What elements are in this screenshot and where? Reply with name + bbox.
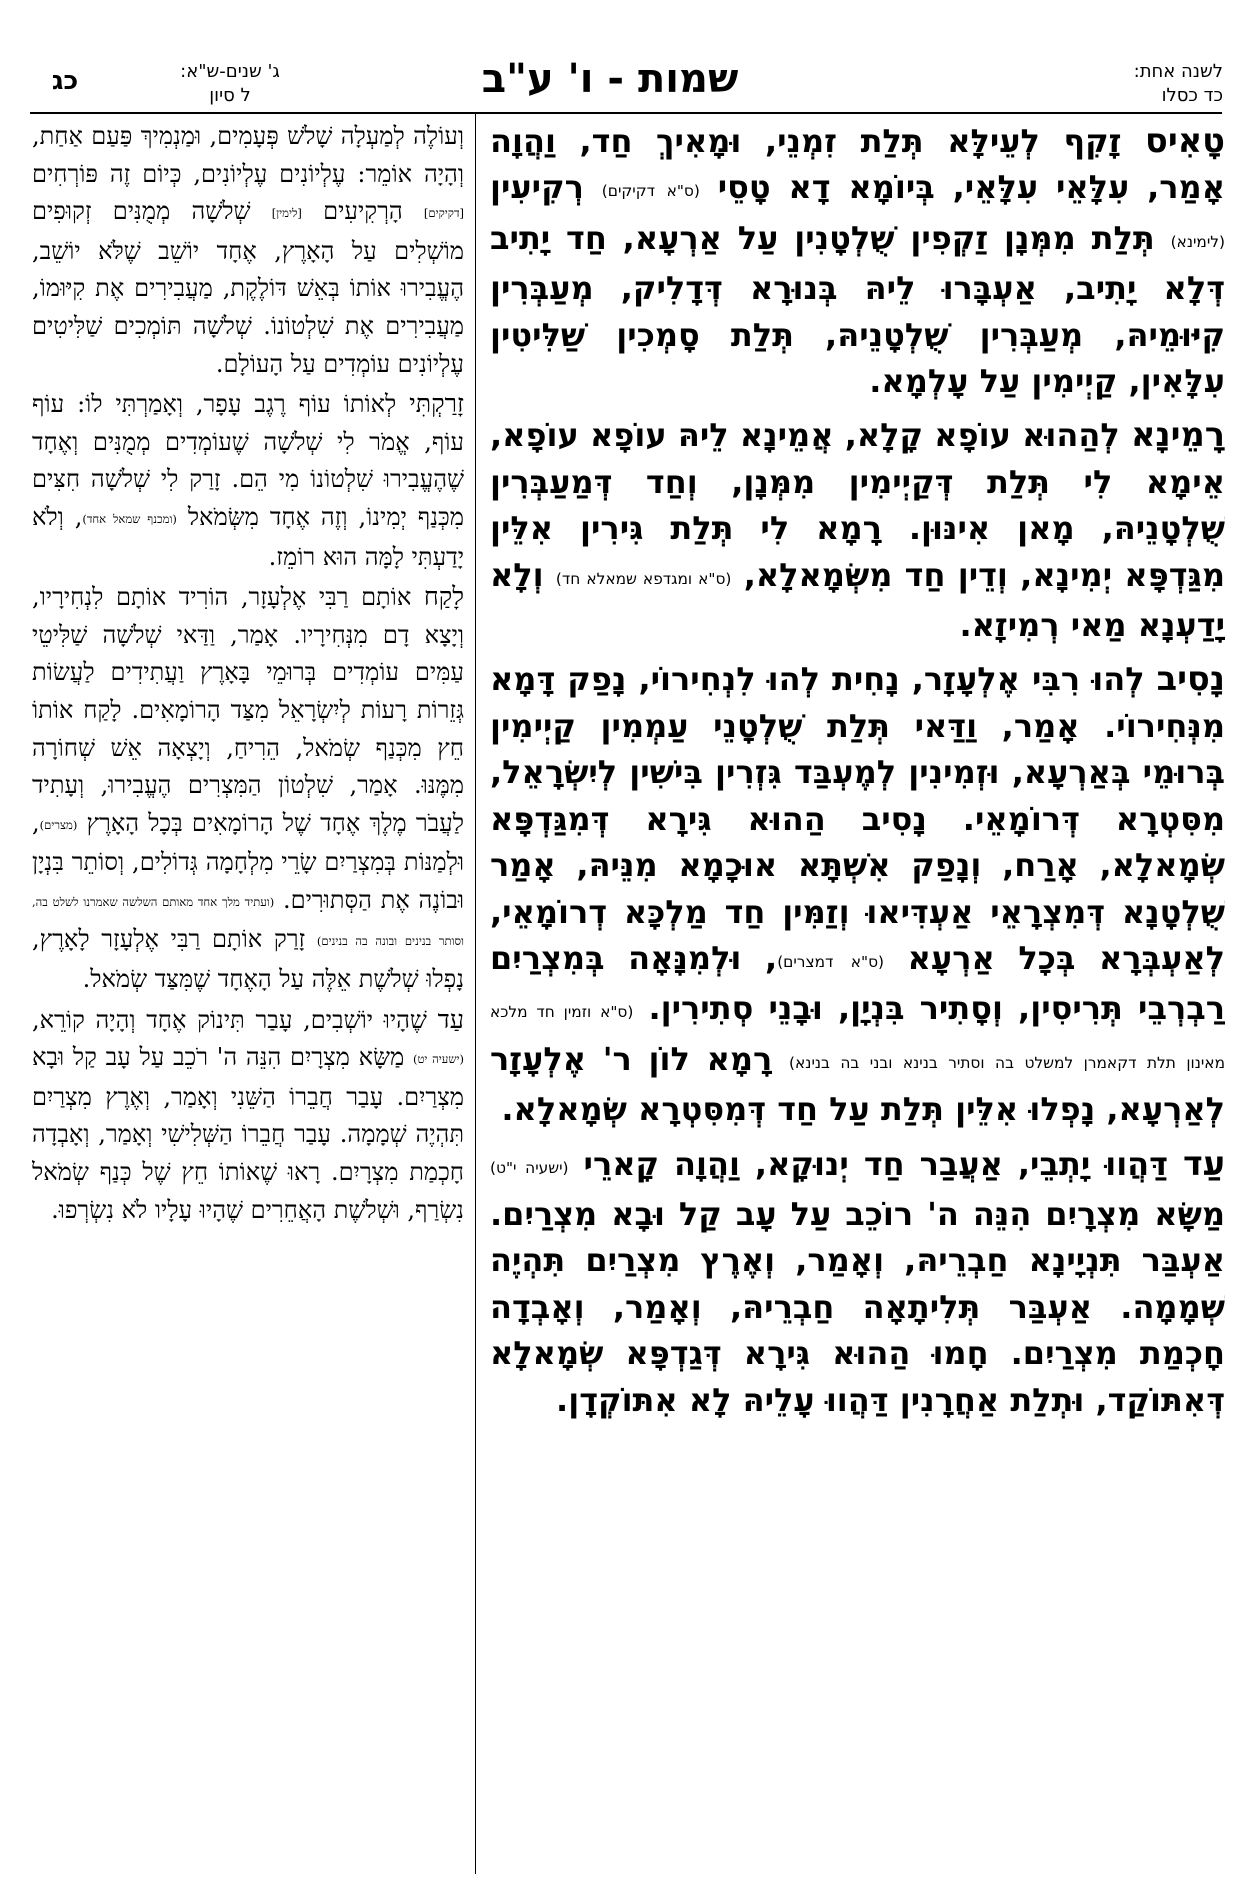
hebrew-paragraph (32, 1001, 464, 1230)
text-segment: , וּלְמַנּוֹת בְּמִצְרַיִם שָׂרֵי מִלְחָמָה גְּדוֹלִים, וְסוֹתֵר בִּנְיָן וּבוֹנֶה אֶת הַסְּתוּרִים. (32, 808, 464, 914)
text-segment: לְהוּ רִבִּי אֶלְעָזָר, נָחִית לְהוּ לִנְחִירוֹי, נָפַק דָּמָא מִנְּחִירוֹי. אָמַר, וַדַּאי תְּלַת שֻׁלְטָנֵי עַמְמִין קַיְימִין בְּרוּמֵי בְּאַרְעָא, וּזְמִינִין לְמֶעְבַּד גִּזְרִין בִּישִׁין לְיִשְׂרָאֵל, מִסִּטְרָא דְּרוֹמָאֵי. נָסִיב הַהוּא גִּירָא דְּמִגַּדְפָּא שְׂמָאלָא, אָרַח, וְנָפַק אִשְׁתָּא אוּכָמָא מִנֵּיהּ, אָמַר שֻׁלְטָנָא דְּמִצְרָאֵי אַעְדִּיאוּ וְזַמִּין חַד מַלְכָּא דְרוֹמָאֵי, לְאַעְבְּרָא בְּכָל אַרְעָא (490, 660, 1225, 977)
hebrew-paragraph (32, 118, 464, 383)
aramaic-paragraph (490, 1141, 1225, 1423)
three-year-schedule-label: ג' שנים-ש"א: (180, 61, 280, 82)
one-year-schedule (1003, 60, 1223, 110)
aramaic-paragraph (490, 412, 1225, 648)
paragraph-opening-word: זָרַקְתִּי (409, 389, 464, 419)
variant-reading-note: (לימינא) (1170, 232, 1225, 251)
aramaic-paragraph (490, 656, 1225, 1132)
text-segment: אוֹתָם רַבִּי אֶלְעָזָר, הוֹרִיד אוֹתָם לִנְחִירָיו, וְיָצָא דָם מִנְּחִירָיו. אָמַר, וַדַּאי שְׁלֹשָׁה שַׁלִּיטֵי עַמִּים עוֹמְדִים בְּרוּמֵי בָּאָרֶץ וַעֲתִידִים לַעֲשׂוֹת גְּזֵרוֹת רָעוֹת לְיִשְׂרָאֵל מִצַּד הָרוֹמָאִים. לָקַח אוֹתוֹ חֵץ מִכְּנַף שְׂמֹאל, הֵרִיחַ, וְיָצְאָה אֵשׁ שְׁחוֹרָה מִמֶּנּוּ. אָמַר, שִׁלְטוֹן הַמִּצְרִים הֶעֱבִירוּ, וְעָתִיד לַעֲבֹר מֶלֶךְ אֶחָד שֶׁל הָרוֹמָאִים בְּכָל הָאָרֶץ (32, 583, 464, 837)
column-divider (475, 114, 476, 1874)
text-segment: לְאוֹתוֹ עוֹף רֶגֶב עָפָר, וְאָמַרְתִּי לוֹ: עוֹף עוֹף, אֱמֹר לִי שְׁלֹשָׁה שֶׁעוֹמְדִים מְמֻנִּים וְאֶחָד שֶׁהֶעֱבִירוּ שִׁלְטוֹנוֹ מִי הֵם. זָרַק לִי שְׁלֹשָׁה חִצִּים מִכְּנַף יְמִינוֹ, וְזֶה אֶחָד מִשְּׂמֹאל (32, 390, 464, 531)
paragraph-opening-word: עַד (437, 1004, 464, 1034)
aramaic-text-column (490, 118, 1225, 1868)
hebrew-paragraph (32, 578, 464, 999)
paragraph-opening-word: רָמֵינָא (1130, 415, 1225, 455)
text-segment: מַשָּׂא מִצְרָיִם הִנֵּה ה' רֹכֵב עַל עָב קַל וּבָא מִצְרַיִם. עָבַר חֲבֵרוֹ הַשֵּׁנִי וְאָמַר, וְאֶרֶץ מִצְרַיִם תִּהְיֶה שְׁמָמָה. עָבַר חֲבֵרוֹ הַשְּׁלִישִׁי וְאָמַר, וְאָבְדָה חָכְמַת מִצְרָיִם. רָאוּ שֶׁאוֹתוֹ חֵץ שֶׁל כְּנַף שְׂמֹאל נִשְׂרַף, וּשְׁלֹשֶׁת הָאֲחֵרִים שֶׁהָיוּ עָלָיו לֹא נִשְׂרְפוּ. (32, 1043, 464, 1224)
hebrew-paragraph (32, 385, 464, 576)
variant-reading-note: (ס"א ומגדפא שמאלא חד) (555, 569, 732, 588)
variant-reading-note: (ישעיה יט) (412, 1052, 464, 1067)
hebrew-translation-column (32, 118, 464, 1868)
variant-reading-note: (ס"א דקיקים) (601, 182, 700, 201)
text-segment: מַשָּׂא מִצְרָיִם הִנֵּה ה' רוֹכֵב עַל עָב קַל וּבָא מִצְרַיִם. אַעְבַּר תִּנְיָינָא חַבְרֵיהּ, וְאָמַר, וְאֶרֶץ מִצְרַיִם תִּהְיֶה שְׁמָמָה. אַעְבַּר תְּלִיתָאָה חַבְרֵיהּ, וְאָמַר, וְאָבְדָה חָכְמַת מִצְרַיִם. חָמוּ הַהוּא גִּירָא דְּגַדְפָּא שְׂמָאלָא דְּאִתּוֹקַד, וּתְלַת אַחֲרָנִין דַּהֲווּ עָלֵיהּ לָא אִתּוֹקְדָן. (490, 1194, 1225, 1419)
text-segment: רָמָא לוֹן ר' אֶלְעָזָר לְאַרְעָא, נָפְלוּ אִלֵּין תְּלַת עַל חַד דְּמִסִּטְרָא שְׂמָאלָא. (490, 1039, 1225, 1129)
text-segment: זָרַק אוֹתָם רַבִּי אֶלְעָזָר לָאָרֶץ, נָפְלוּ שְׁלֹשֶׁת אֵלֶּה עַל הָאֶחָד שֶׁמִּצַּד שְׂמֹאל. (32, 925, 464, 994)
text-segment: , וּלְמִנָּאָה בְּמִצְרַיִם רַבְרְבֵי תְּרִיסִין, וְסָתִיר בִּנְיָן, וּבָנֵי סְתִירִין. (490, 938, 1225, 1028)
variant-reading-note: (ס"א דמצרים) (777, 952, 885, 971)
variant-reading-note: [לימין] (271, 206, 302, 221)
paragraph-opening-word: עַד (1182, 1143, 1225, 1183)
one-year-schedule-label: לשנה אחת: (1133, 61, 1223, 82)
aramaic-paragraph (490, 118, 1225, 404)
paragraph-opening-word: טָאִיס (1145, 121, 1225, 160)
text-segment: לְהַהוּא עוֹפָא קָלָא, אֲמֵינָא לֵיהּ עוֹפָא עוֹפָא, אֵימָא לִי תְּלַת דְּקַיְימִין מִמְּנָן, וְחַד דְּמַעַבְּרִין שֻׁלְטָנֵיהּ, מָאן אִינּוּן. רָמָא לִי תְּלַת גִּירִין אִלֵּין מִגַּדְפָּא יְמִינָא, וְדֵין חַד מִשְּׂמָאלָא, (490, 416, 1225, 594)
variant-reading-note: (ישעיה י"ט) (490, 1158, 569, 1177)
variant-reading-note: (מצרים) (39, 817, 78, 832)
three-year-date: ל סיון (209, 85, 251, 106)
page-title: שמות - ו' ע"ב (481, 56, 739, 102)
text-segment: וְעוֹלֶה לְמַעְלָה שָׁלֹשׁ פְּעָמִים, וּמַנְמִיךְ פַּעַם אַחַת, וְהָיָה אוֹמֵר: עֶלְיוֹנִים עֶלְיוֹנִים, כְּיוֹם זֶה פּוֹרְחִים (32, 122, 464, 188)
text-segment: שְׁלֹשָׁה מְמֻנִּים זְקוּפִים מוֹשְׁלִים עַל הָאָרֶץ, אֶחָד יוֹשֵׁב שֶׁלֹּא יוֹשֵׁב, הֶעֱבִירוּ אוֹתוֹ בְּאֵשׁ דּוֹלֶקֶת, מַעֲבִירִים אֶת קִיּוּמוֹ, מַעֲבִירִים אֶת שִׁלְטוֹנוֹ. שְׁלֹשָׁה תּוֹמְכִים שַׁלִּיטִים עֶלְיוֹנִים עוֹמְדִים עַל הָעוֹלָם. (32, 197, 464, 378)
text-segment: זָקִף לְעֵילָּא תְּלַת זִמְנֵי, וּמָאִיךְ חַד, וַהֲוָה אָמַר, עִלָּאֵי עִלָּאֵי, בְּיוֹמָא דָא טָסֵי (490, 122, 1225, 207)
variant-reading-note: (ומכנף שמאל אחד) (82, 511, 177, 526)
three-year-schedule (135, 60, 325, 110)
text-segment: , וְלֹא יָדַעְתִּי לָמָּה הוּא רוֹמֵז. (32, 502, 464, 571)
variant-reading-note: (ס"א וזמין חד מלכא מאינון תלת דקאמרן למשלט בה וסתיר בנינא ובני בה בנינא) (490, 1003, 1225, 1072)
text-segment: תְּלַת מִמְּנָן זַקְפִין שֻׁלְטָנִין עַל אַרְעָא, חַד יָתִיב דְּלָא יָתִיב, אַעְבָּרוּ לֵיהּ בְּנוּרָא דְּדָלִיק, מְעַבְּרִין קִיּוּמֵיהּ, מְעַבְּרִין שֻׁלְטָנֵיהּ, תְּלַת סָמְכִין שַׁלִּיטִין עִלָּאִין, קַיְימִין עַל עָלְמָא. (490, 218, 1225, 401)
variant-reading-note: (ועתיד מלך אחד מאותם השלשה שאמרנו לשלט בה, וסותר בנינים ובונה בה בנינים) (32, 894, 464, 949)
page-number: כג (51, 66, 79, 96)
paragraph-opening-word: נָסִיב (1156, 659, 1225, 699)
text-segment: שֶׁהָיוּ יוֹשְׁבִים, עָבַר תִּינוֹק אֶחָד וְהָיָה קוֹרֵא, (32, 1005, 438, 1034)
header-divider (30, 112, 1222, 114)
text-segment: דַּהֲווּ יָתְבֵי, אַעֲבַר חַד יְנוּקָא, וַהֲוָה קָארֵי (568, 1144, 1183, 1183)
text-segment: הָרְקִיעִים (301, 197, 424, 226)
one-year-date: כד כסלו (1161, 85, 1223, 106)
text-segment: וְלָא יָדַעְנָא מַאי רְמִיזָא. (490, 555, 1225, 645)
paragraph-opening-word: לָקַח (423, 582, 464, 612)
text-segment: רְקִיעִין (490, 168, 602, 207)
variant-reading-note: [דקיקים] (423, 206, 464, 221)
